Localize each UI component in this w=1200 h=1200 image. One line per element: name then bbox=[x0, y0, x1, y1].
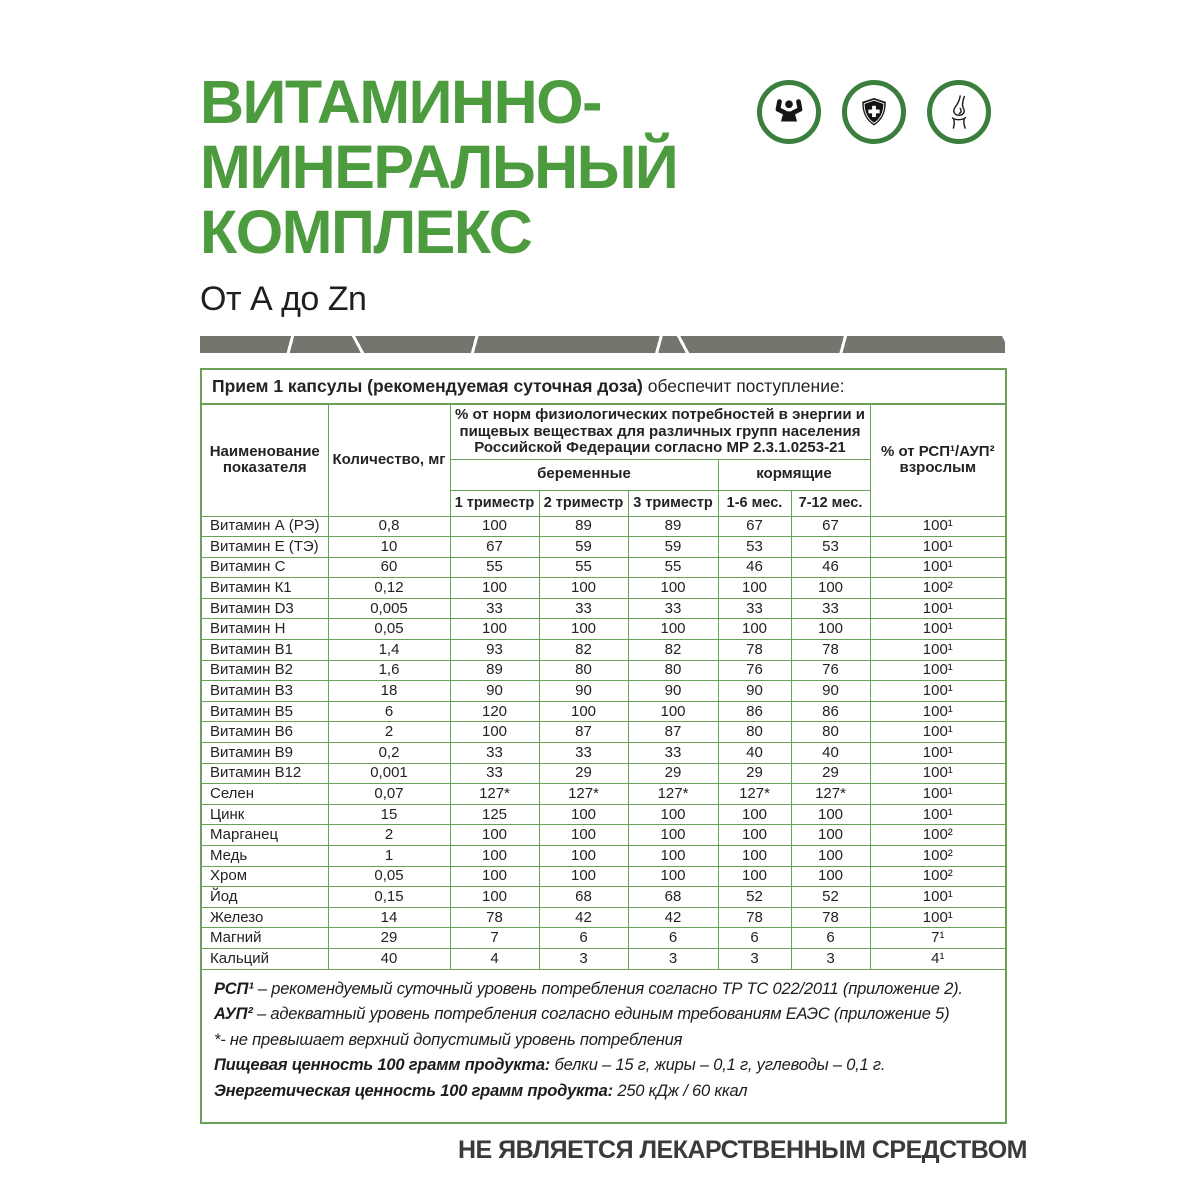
cell-percent: 127* bbox=[718, 784, 791, 805]
cell-nutrient-name: Магний bbox=[201, 928, 328, 949]
cell-percent: 78 bbox=[718, 907, 791, 928]
cell-percent: 33 bbox=[539, 743, 628, 764]
cell-percent: 100 bbox=[628, 619, 718, 640]
cell-percent: 100 bbox=[718, 804, 791, 825]
cell-percent: 46 bbox=[718, 557, 791, 578]
cell-percent: 33 bbox=[450, 763, 539, 784]
cell-percent: 90 bbox=[718, 681, 791, 702]
cell-percent: 100 bbox=[539, 619, 628, 640]
table-row bbox=[201, 578, 1006, 599]
cell-percent: 89 bbox=[450, 660, 539, 681]
cell-percent: 78 bbox=[791, 907, 870, 928]
cell-percent: 52 bbox=[791, 887, 870, 908]
cell-percent: 33 bbox=[450, 743, 539, 764]
cell-percent: 100 bbox=[628, 578, 718, 599]
cell-percent: 127* bbox=[539, 784, 628, 805]
muscle-icon bbox=[757, 80, 821, 144]
cell-nutrient-name: Витамин В12 bbox=[201, 763, 328, 784]
cell-nutrient-name: Марганец bbox=[201, 825, 328, 846]
cell-percent: 87 bbox=[628, 722, 718, 743]
col-header-pregnant: беременные bbox=[450, 459, 718, 490]
cell-quantity: 29 bbox=[328, 928, 450, 949]
cell-percent: 67 bbox=[450, 537, 539, 558]
table-row bbox=[201, 660, 1006, 681]
cell-nutrient-name: Витамин С bbox=[201, 557, 328, 578]
cell-percent: 100 bbox=[718, 825, 791, 846]
cell-rsp: 100² bbox=[870, 846, 1006, 867]
cell-percent: 80 bbox=[628, 660, 718, 681]
cell-nutrient-name: Селен bbox=[201, 784, 328, 805]
table-row bbox=[201, 722, 1006, 743]
header-row-1 bbox=[201, 404, 1006, 459]
cell-percent: 100 bbox=[450, 516, 539, 537]
cell-percent: 42 bbox=[628, 907, 718, 928]
cell-percent: 29 bbox=[539, 763, 628, 784]
footnote-line: Пищевая ценность 100 грамм продукта: белки – 15 г, жиры – 0,1 г, углеводы – 0,1 г. bbox=[214, 1056, 886, 1075]
cell-percent: 68 bbox=[539, 887, 628, 908]
table-row bbox=[201, 866, 1006, 887]
table-row bbox=[201, 743, 1006, 764]
cell-percent: 80 bbox=[718, 722, 791, 743]
cell-nutrient-name: Витамин В2 bbox=[201, 660, 328, 681]
cell-percent: 33 bbox=[628, 743, 718, 764]
cell-rsp: 100¹ bbox=[870, 887, 1006, 908]
cell-percent: 29 bbox=[791, 763, 870, 784]
cell-percent: 33 bbox=[718, 598, 791, 619]
table-row bbox=[201, 619, 1006, 640]
table-caption-row bbox=[201, 369, 1006, 404]
cell-quantity: 0,05 bbox=[328, 866, 450, 887]
table-row bbox=[201, 887, 1006, 908]
table-row bbox=[201, 598, 1006, 619]
cell-percent: 53 bbox=[718, 537, 791, 558]
cell-quantity: 0,12 bbox=[328, 578, 450, 599]
cell-percent: 90 bbox=[450, 681, 539, 702]
cell-percent: 82 bbox=[628, 640, 718, 661]
cell-percent: 76 bbox=[718, 660, 791, 681]
table-row bbox=[201, 516, 1006, 537]
cell-percent: 100 bbox=[539, 825, 628, 846]
cell-rsp: 100² bbox=[870, 866, 1006, 887]
cell-percent: 100 bbox=[628, 804, 718, 825]
cell-quantity: 10 bbox=[328, 537, 450, 558]
cell-percent: 68 bbox=[628, 887, 718, 908]
cell-percent: 86 bbox=[791, 701, 870, 722]
cell-percent: 6 bbox=[628, 928, 718, 949]
cell-rsp: 100¹ bbox=[870, 722, 1006, 743]
cell-percent: 59 bbox=[539, 537, 628, 558]
cell-percent: 100 bbox=[628, 701, 718, 722]
table-body bbox=[201, 516, 1006, 969]
table-row bbox=[201, 763, 1006, 784]
cell-percent: 127* bbox=[791, 784, 870, 805]
cell-percent: 78 bbox=[450, 907, 539, 928]
title-line-3: КОМПЛЕКС bbox=[200, 198, 532, 266]
cell-quantity: 2 bbox=[328, 722, 450, 743]
cell-nutrient-name: Железо bbox=[201, 907, 328, 928]
cell-rsp: 100² bbox=[870, 825, 1006, 846]
cell-rsp: 100² bbox=[870, 578, 1006, 599]
cell-rsp: 100¹ bbox=[870, 907, 1006, 928]
cell-nutrient-name: Витамин А (РЭ) bbox=[201, 516, 328, 537]
cell-percent: 100 bbox=[791, 825, 870, 846]
cell-rsp: 7¹ bbox=[870, 928, 1006, 949]
cell-rsp: 100¹ bbox=[870, 804, 1006, 825]
cell-percent: 3 bbox=[539, 948, 628, 969]
cell-percent: 29 bbox=[718, 763, 791, 784]
cell-percent: 3 bbox=[791, 948, 870, 969]
col-header-months-7-12: 7-12 мес. bbox=[791, 490, 870, 516]
cell-quantity: 60 bbox=[328, 557, 450, 578]
cell-percent: 76 bbox=[791, 660, 870, 681]
cell-percent: 93 bbox=[450, 640, 539, 661]
footnotes bbox=[214, 977, 993, 1105]
cell-quantity: 0,001 bbox=[328, 763, 450, 784]
footnotes-row bbox=[201, 969, 1006, 1123]
footnote-line: Энергетическая ценность 100 грамм продукта: 250 кДж / 60 ккал bbox=[214, 1081, 748, 1100]
cell-percent: 100 bbox=[791, 866, 870, 887]
cell-quantity: 0,15 bbox=[328, 887, 450, 908]
cell-percent: 3 bbox=[628, 948, 718, 969]
cell-percent: 40 bbox=[791, 743, 870, 764]
cell-quantity: 40 bbox=[328, 948, 450, 969]
cell-percent: 6 bbox=[718, 928, 791, 949]
cell-percent: 67 bbox=[791, 516, 870, 537]
cell-percent: 100 bbox=[539, 866, 628, 887]
cell-percent: 100 bbox=[450, 866, 539, 887]
cell-quantity: 18 bbox=[328, 681, 450, 702]
benefit-icons bbox=[757, 80, 991, 144]
cell-percent: 125 bbox=[450, 804, 539, 825]
cell-percent: 59 bbox=[628, 537, 718, 558]
cell-percent: 33 bbox=[450, 598, 539, 619]
footnote-line: АУП² – адекватный уровень потребления согласно единым требованиям ЕАЭС (приложение 5) bbox=[214, 1005, 950, 1024]
footnote-line: РСП¹ – рекомендуемый суточный уровень потребления согласно ТР ТС 022/2011 (приложение 2). bbox=[214, 979, 963, 998]
table-row bbox=[201, 537, 1006, 558]
cell-nutrient-name: Витамин Н bbox=[201, 619, 328, 640]
cell-rsp: 100¹ bbox=[870, 619, 1006, 640]
cell-percent: 100 bbox=[791, 846, 870, 867]
cell-nutrient-name: Витамин В5 bbox=[201, 701, 328, 722]
cell-percent: 4 bbox=[450, 948, 539, 969]
cell-percent: 86 bbox=[718, 701, 791, 722]
col-header-nursing: кормящие bbox=[718, 459, 870, 490]
cell-percent: 100 bbox=[628, 866, 718, 887]
cell-quantity: 0,2 bbox=[328, 743, 450, 764]
cell-percent: 100 bbox=[539, 701, 628, 722]
cell-percent: 52 bbox=[718, 887, 791, 908]
col-header-trimester-2: 2 триместр bbox=[539, 490, 628, 516]
disclaimer-text: НЕ ЯВЛЯЕТСЯ ЛЕКАРСТВЕННЫМ СРЕДСТВОМ bbox=[458, 1136, 1027, 1164]
col-header-name: Наименование показателя bbox=[201, 404, 328, 516]
subtitle: От А до Zn bbox=[200, 280, 367, 318]
cell-nutrient-name: Витамин В6 bbox=[201, 722, 328, 743]
cell-nutrient-name: Цинк bbox=[201, 804, 328, 825]
cell-percent: 100 bbox=[539, 804, 628, 825]
page-title bbox=[200, 70, 677, 265]
cell-percent: 100 bbox=[791, 578, 870, 599]
title-line-2: МИНЕРАЛЬНЫЙ bbox=[200, 133, 678, 201]
cell-percent: 89 bbox=[539, 516, 628, 537]
cell-nutrient-name: Витамин В9 bbox=[201, 743, 328, 764]
cell-percent: 90 bbox=[539, 681, 628, 702]
cell-quantity: 0,005 bbox=[328, 598, 450, 619]
col-header-group: % от норм физиологических потребностей в энергии и пищевых веществах для различных групп населения Российской Федерации согласно МР 2.3.1.0253-21 bbox=[450, 404, 870, 459]
table-row bbox=[201, 907, 1006, 928]
cell-rsp: 100¹ bbox=[870, 701, 1006, 722]
cell-quantity: 14 bbox=[328, 907, 450, 928]
cell-percent: 80 bbox=[539, 660, 628, 681]
table-row bbox=[201, 701, 1006, 722]
cell-quantity: 0,05 bbox=[328, 619, 450, 640]
col-header-trimester-1: 1 триместр bbox=[450, 490, 539, 516]
cell-quantity: 1,4 bbox=[328, 640, 450, 661]
footnote-line: *- не превышает верхний допустимый уровень потребления bbox=[214, 1030, 683, 1049]
nutrition-table-wrap bbox=[200, 368, 1005, 1124]
table-row bbox=[201, 784, 1006, 805]
cell-percent: 127* bbox=[450, 784, 539, 805]
cell-percent: 100 bbox=[791, 804, 870, 825]
cell-percent: 100 bbox=[718, 866, 791, 887]
cell-rsp: 100¹ bbox=[870, 681, 1006, 702]
cell-quantity: 1 bbox=[328, 846, 450, 867]
table-row bbox=[201, 846, 1006, 867]
cell-percent: 46 bbox=[791, 557, 870, 578]
table-row bbox=[201, 557, 1006, 578]
cell-percent: 87 bbox=[539, 722, 628, 743]
cell-rsp: 100¹ bbox=[870, 640, 1006, 661]
cell-percent: 100 bbox=[539, 846, 628, 867]
cell-percent: 100 bbox=[718, 619, 791, 640]
decorative-bar bbox=[200, 336, 1005, 353]
cell-percent: 100 bbox=[450, 619, 539, 640]
cell-quantity: 6 bbox=[328, 701, 450, 722]
cell-percent: 90 bbox=[791, 681, 870, 702]
col-header-rsp: % от РСП¹/АУП² взрослым bbox=[870, 404, 1006, 516]
cell-quantity: 2 bbox=[328, 825, 450, 846]
col-header-quantity: Количество, мг bbox=[328, 404, 450, 516]
cell-percent: 3 bbox=[718, 948, 791, 969]
cell-nutrient-name: Медь bbox=[201, 846, 328, 867]
cell-nutrient-name: Витамин Е (ТЭ) bbox=[201, 537, 328, 558]
cell-percent: 53 bbox=[791, 537, 870, 558]
cell-percent: 90 bbox=[628, 681, 718, 702]
col-header-trimester-3: 3 триместр bbox=[628, 490, 718, 516]
cell-nutrient-name: Витамин К1 bbox=[201, 578, 328, 599]
cell-percent: 100 bbox=[628, 825, 718, 846]
cell-rsp: 100¹ bbox=[870, 557, 1006, 578]
cell-rsp: 100¹ bbox=[870, 516, 1006, 537]
cell-rsp: 100¹ bbox=[870, 784, 1006, 805]
cell-percent: 100 bbox=[450, 846, 539, 867]
table-caption bbox=[201, 369, 1006, 404]
cell-percent: 127* bbox=[628, 784, 718, 805]
cell-percent: 120 bbox=[450, 701, 539, 722]
cell-nutrient-name: Витамин В3 bbox=[201, 681, 328, 702]
cell-percent: 6 bbox=[791, 928, 870, 949]
cell-percent: 55 bbox=[539, 557, 628, 578]
table-row bbox=[201, 681, 1006, 702]
caption-regular: обеспечит поступление: bbox=[642, 376, 845, 396]
cell-percent: 55 bbox=[450, 557, 539, 578]
cell-percent: 42 bbox=[539, 907, 628, 928]
cell-percent: 100 bbox=[450, 887, 539, 908]
cell-percent: 29 bbox=[628, 763, 718, 784]
cell-nutrient-name: Витамин D3 bbox=[201, 598, 328, 619]
cell-quantity: 0,07 bbox=[328, 784, 450, 805]
cell-percent: 40 bbox=[718, 743, 791, 764]
cell-percent: 82 bbox=[539, 640, 628, 661]
nutrition-table bbox=[200, 368, 1007, 1124]
cell-percent: 100 bbox=[539, 578, 628, 599]
cell-percent: 100 bbox=[450, 578, 539, 599]
table-row bbox=[201, 948, 1006, 969]
cell-percent: 33 bbox=[539, 598, 628, 619]
cell-percent: 100 bbox=[718, 578, 791, 599]
col-header-months-1-6: 1-6 мес. bbox=[718, 490, 791, 516]
cell-rsp: 100¹ bbox=[870, 598, 1006, 619]
cell-percent: 100 bbox=[718, 846, 791, 867]
cell-percent: 33 bbox=[628, 598, 718, 619]
cell-quantity: 0,8 bbox=[328, 516, 450, 537]
cell-percent: 78 bbox=[791, 640, 870, 661]
cell-quantity: 1,6 bbox=[328, 660, 450, 681]
cell-rsp: 100¹ bbox=[870, 743, 1006, 764]
cell-percent: 80 bbox=[791, 722, 870, 743]
cell-percent: 89 bbox=[628, 516, 718, 537]
joint-icon bbox=[927, 80, 991, 144]
cell-percent: 100 bbox=[450, 825, 539, 846]
cell-percent: 100 bbox=[628, 846, 718, 867]
title-line-1: ВИТАМИННО- bbox=[200, 68, 601, 136]
table-row bbox=[201, 825, 1006, 846]
shield-cross-icon bbox=[842, 80, 906, 144]
cell-percent: 67 bbox=[718, 516, 791, 537]
cell-percent: 6 bbox=[539, 928, 628, 949]
cell-rsp: 100¹ bbox=[870, 537, 1006, 558]
table-row bbox=[201, 640, 1006, 661]
footnotes-cell bbox=[201, 969, 1006, 1123]
cell-nutrient-name: Кальций bbox=[201, 948, 328, 969]
table-row bbox=[201, 804, 1006, 825]
cell-rsp: 4¹ bbox=[870, 948, 1006, 969]
cell-rsp: 100¹ bbox=[870, 763, 1006, 784]
cell-percent: 7 bbox=[450, 928, 539, 949]
cell-nutrient-name: Хром bbox=[201, 866, 328, 887]
cell-rsp: 100¹ bbox=[870, 660, 1006, 681]
table-row bbox=[201, 928, 1006, 949]
cell-percent: 100 bbox=[450, 722, 539, 743]
cell-nutrient-name: Витамин В1 bbox=[201, 640, 328, 661]
cell-nutrient-name: Йод bbox=[201, 887, 328, 908]
caption-bold: Прием 1 капсулы (рекомендуемая суточная доза) bbox=[212, 376, 643, 396]
cell-quantity: 15 bbox=[328, 804, 450, 825]
cell-percent: 55 bbox=[628, 557, 718, 578]
cell-percent: 100 bbox=[791, 619, 870, 640]
cell-percent: 33 bbox=[791, 598, 870, 619]
cell-percent: 78 bbox=[718, 640, 791, 661]
